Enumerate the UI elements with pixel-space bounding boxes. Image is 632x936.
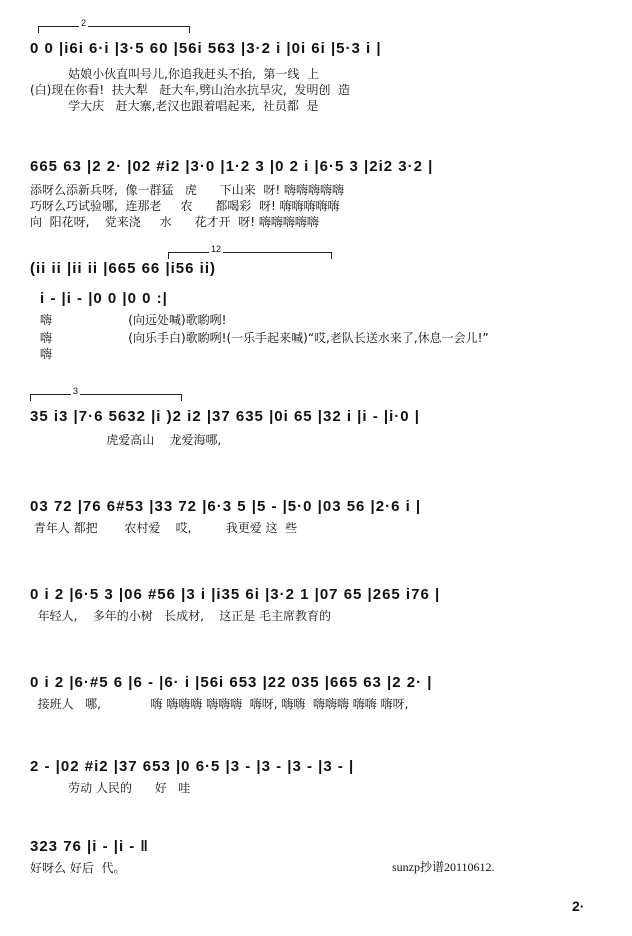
notation-line: 03 72 |76 6#53 |33 72 |6·3 5 |5 - |5·0 |03 56 |2·6 i |: [30, 498, 422, 515]
notation-line: 665 63 |2 2· |02 #i2 |3·0 |1·2 3 |0 2 i |6·5 3 |2i2 3·2 |: [30, 158, 434, 175]
repeat-bracket-12: [168, 244, 332, 259]
lyric-line-2: 巧呀么巧试验哪, 连那老 农 都喝彩 呀! 嗨嗨嗨嗨嗨: [30, 199, 340, 213]
repeat-bracket-2: [38, 18, 190, 33]
lyric-line-1: 接班人 哪, 嗨 嗨嗨嗨 嗨嗨嗨 嗨呀, 嗨嗨 嗨嗨嗨 嗨嗨 嗨呀,: [30, 697, 409, 711]
page-number: 2·: [572, 898, 585, 914]
lyric-line-1: 虎爱高山 龙爱海哪,: [30, 433, 222, 447]
lyric-line-3: 学大庆 赶大寨,老汉也跟着唱起来, 社员都 是: [30, 99, 319, 113]
lyric-line-3: 嗨: [40, 347, 53, 361]
notation-line: 323 76 |i - |i - ‖: [30, 838, 149, 855]
notation-line: 0 i 2 |6·5 3 |06 #56 |3 i |i35 6i |3·2 1 |07 65 |265 i76 |: [30, 586, 441, 603]
notation-line: 2 - |02 #i2 |37 653 |0 6·5 |3 - |3 - |3 - |3 - |: [30, 758, 355, 775]
notation-line: 35 i3 |7·6 5632 |i )2 i2 |37 635 |0i 65 |32 i |i - |i·0 |: [30, 408, 420, 425]
lyric-line-1: 好呀么 好后 代。: [30, 861, 126, 875]
notation-line-lower: i - |i - |0 0 |0 0 :|: [40, 290, 168, 307]
lyric-line-1: 添呀么添新兵呀, 像一群猛 虎 下山来 呀! 嗨嗨嗨嗨嗨: [30, 183, 345, 197]
notation-line: 0 i 2 |6·#5 6 |6 - |6· i |56i 653 |22 035 |665 63 |2 2· |: [30, 674, 433, 691]
lyric-line-1: 青年人 都把 农村爱 哎, 我更爱 这 些: [30, 521, 298, 535]
notation-line: 0 0 |i6i 6·i |3·5 60 |56i 563 |3·2 i |0i 6i |5·3 i |: [30, 40, 382, 57]
bracket-label: 2: [81, 18, 87, 28]
notation-line-upper: (ii ii |ii ii |665 66 |i56 ii): [30, 260, 216, 277]
transcriber-signature: sunzp抄谱20110612.: [392, 860, 495, 874]
lyric-line-3: 向 阳花呀, 党来浇 水 花才开 呀! 嗨嗨嗨嗨嗨: [30, 215, 319, 229]
lyric-line-1: 年轻人, 多年的小树 长成材, 这正是 毛主席教育的: [30, 609, 332, 623]
bracket-label: 3: [73, 386, 79, 396]
lyric-line-1: 姑娘小伙直叫号儿,你追我赶头不抬, 第一线 上: [30, 67, 320, 81]
lyric-line-2: 嗨 (向乐手白)歌喲咧!(一乐手起来喊)“哎,老队长送水来了,休息一会儿!”: [40, 331, 489, 345]
lyric-line-2: (白)现在你看! 扶大犁 赶大车,劈山治水抗旱灾, 发明创 造: [30, 83, 351, 97]
repeat-bracket-3: [30, 386, 182, 401]
lyric-line-1: 劳动 人民的 好 哇: [30, 781, 191, 795]
bracket-label: 12: [211, 244, 222, 254]
lyric-line-1: 嗨 (向远处喊)歌喲咧!: [40, 313, 227, 327]
